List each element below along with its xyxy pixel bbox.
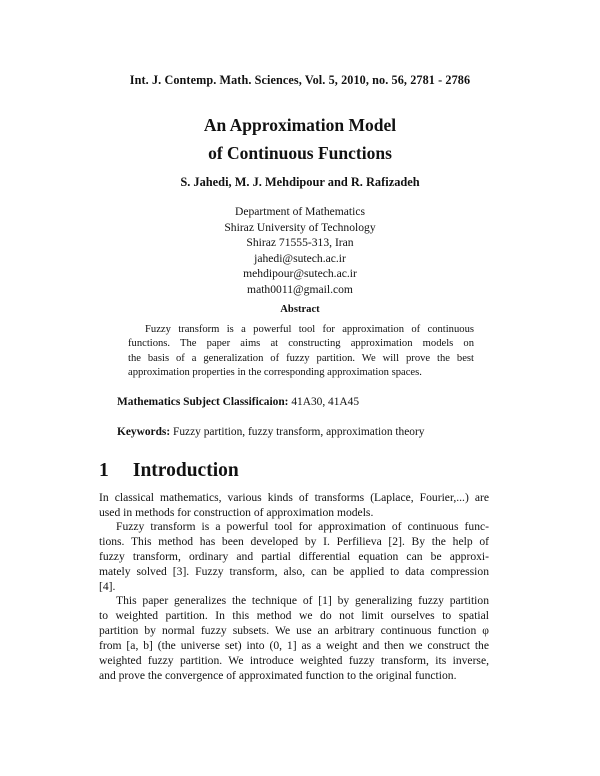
affiliation-department: Department of Mathematics — [234, 205, 366, 218]
affiliation-university: Shiraz University of Technology — [224, 220, 376, 234]
paragraph-line: This paper generalizes the technique of [1] by generalizing fuzzy partition — [116, 594, 489, 607]
paragraph-line: mately solved [3]. Fuzzy transform, also, can be applied to data compression — [99, 564, 489, 578]
paragraph-line: Fuzzy transform is a powerful tool for approximation of continuous func- — [116, 520, 489, 533]
abstract-line: approximation properties in the corresponding approximation spaces. — [128, 367, 422, 379]
section-heading-introduction — [99, 460, 239, 482]
section-number: 1 — [99, 460, 109, 481]
affiliation-email-3: math0011@gmail.com — [247, 282, 353, 296]
msc-value: 41A30, 41A45 — [291, 396, 360, 408]
abstract-line: Fuzzy transform is a powerful tool for approximation of continuous — [145, 324, 474, 335]
paragraph-line: tions. This method has been developed by I. Perfilieva [2]. By the help of — [99, 534, 489, 548]
keywords-line — [117, 426, 425, 438]
abstract-body — [128, 323, 474, 381]
paragraph-2 — [99, 520, 489, 595]
paragraph-line: fuzzy transform, ordinary and partial differential equation can be approxi- — [99, 549, 489, 563]
keywords-label: Keywords: — [117, 426, 171, 438]
paper-title-line-1: An Approximation Model — [203, 115, 397, 135]
paragraph-1 — [99, 491, 489, 521]
affiliation-block — [0, 204, 600, 298]
paragraph-line: partition by normal fuzzy subsets. We use an arbitrary continuous function φ — [99, 623, 489, 637]
paragraph-line: [4]. — [99, 579, 116, 593]
paragraph-line: to weighted partition. In this method we do not limit ourselves to spatial — [99, 608, 489, 622]
author-list: S. Jahedi, M. J. Mehdipour and R. Rafizadeh — [180, 175, 420, 189]
abstract-heading: Abstract — [280, 304, 320, 315]
paper-title-line-2: of Continuous Functions — [208, 143, 392, 163]
paragraph-line: from [a, b] (the universe set) into (0, 1] as a weight and then we construct the — [99, 638, 489, 652]
keywords-value: Fuzzy partition, fuzzy transform, approximation theory — [173, 426, 425, 438]
abstract-line: functions. The paper aims at constructing approximation models on — [128, 338, 474, 350]
affiliation-email-2: mehdipour@sutech.ac.ir — [243, 267, 357, 281]
paragraph-3 — [99, 594, 489, 683]
journal-header: Int. J. Contemp. Math. Sciences, Vol. 5, 2010, no. 56, 2781 - 2786 — [129, 73, 471, 87]
affiliation-email-1: jahedi@sutech.ac.ir — [254, 251, 346, 265]
paragraph-line: and prove the convergence of approximated function to the original function. — [99, 668, 457, 682]
abstract-line: the basis of a generalization of fuzzy partition. We will prove the best — [128, 352, 474, 364]
paragraph-line: In classical mathematics, various kinds of transforms (Laplace, Fourier,...) are — [99, 491, 489, 504]
msc-label: Mathematics Subject Classificaion: — [117, 396, 289, 408]
affiliation-address: Shiraz 71555-313, Iran — [246, 236, 354, 250]
section-title: Introduction — [132, 460, 239, 481]
msc-line — [117, 396, 359, 408]
paragraph-line: weighted fuzzy partition. We introduce weighted fuzzy transform, its inverse, — [99, 653, 489, 667]
paragraph-line: used in methods for construction of approximation models. — [99, 505, 374, 519]
